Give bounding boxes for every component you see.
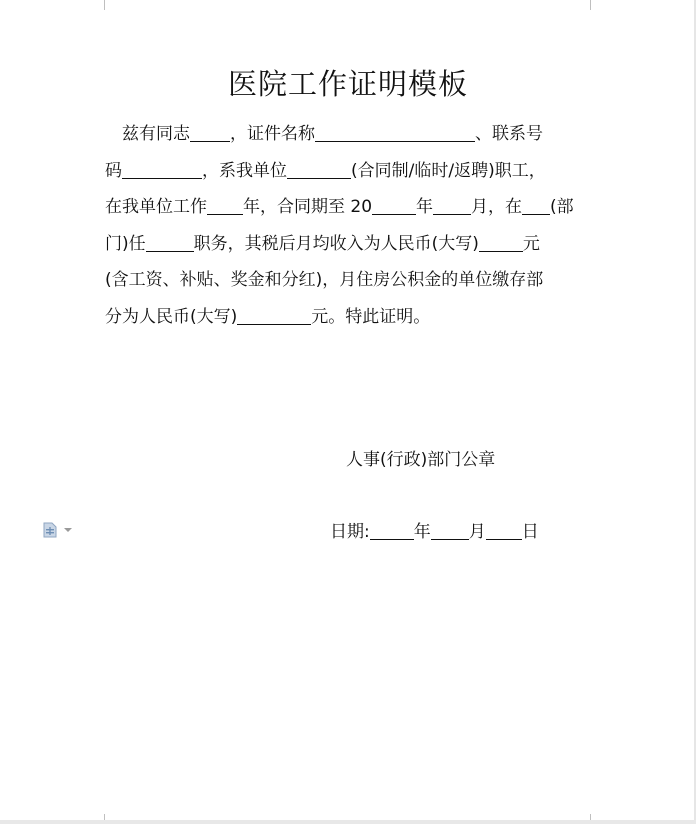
text-segment: 年，合同期至 20 <box>243 197 373 217</box>
document-title: 医院工作证明模板 <box>227 67 468 101</box>
text-segment: 职务，其税后月均收入为人民币(大写) <box>193 233 479 254</box>
fill-blank <box>433 197 471 215</box>
certificate-paragraph <box>105 116 593 335</box>
fill-blank <box>287 161 351 179</box>
fill-blank <box>122 161 202 179</box>
paragraph-line <box>105 116 593 153</box>
text-segment: ，证件名称 <box>230 124 315 144</box>
date-label: 日期: <box>330 522 370 542</box>
paragraph-line <box>105 153 593 190</box>
fill-blank <box>522 197 550 215</box>
seal-label: 人事(行政)部门公章 <box>346 450 496 470</box>
page-corner-mark <box>590 0 607 10</box>
text-segment: 元。特此证明。 <box>311 306 431 327</box>
date-day-label: 日 <box>521 522 539 542</box>
fill-blank <box>486 522 522 540</box>
text-segment: 门)任 <box>105 233 146 254</box>
document-icon[interactable] <box>42 522 58 538</box>
text-segment: 兹有同志 <box>122 124 190 144</box>
text-segment: ，系我单位 <box>202 160 287 181</box>
page-edge <box>0 820 696 824</box>
fill-blank <box>370 522 414 540</box>
text-segment: (部 <box>550 197 574 217</box>
text-segment: 码 <box>105 160 122 181</box>
paragraph-line <box>105 189 593 226</box>
text-segment: 元 <box>522 233 540 254</box>
fill-blank <box>146 234 194 252</box>
text-segment: (合同制/临时/返聘)职工， <box>351 160 546 181</box>
fill-blank <box>190 124 230 142</box>
text-segment: 、联系号 <box>475 124 543 144</box>
page-corner-mark <box>88 0 105 10</box>
text-segment: 月，在 <box>471 197 523 217</box>
date-year-label: 年 <box>413 522 431 542</box>
fill-blank <box>207 197 243 215</box>
paragraph-line <box>105 226 593 263</box>
date-line <box>330 517 539 542</box>
text-segment: 在我单位工作 <box>105 197 207 217</box>
fill-blank <box>237 307 311 325</box>
fill-blank <box>315 124 475 142</box>
chevron-down-icon[interactable] <box>64 528 72 532</box>
paragraph-line: (含工资、补贴、奖金和分红)，月住房公积金的单位缴存部 <box>105 270 544 290</box>
fill-blank <box>479 234 523 252</box>
fill-blank <box>372 197 416 215</box>
text-segment: 分为人民币(大写) <box>105 306 238 327</box>
text-segment: 年 <box>416 197 434 217</box>
fill-blank <box>431 522 469 540</box>
paragraph-line <box>105 299 593 336</box>
date-month-label: 月 <box>468 522 486 542</box>
